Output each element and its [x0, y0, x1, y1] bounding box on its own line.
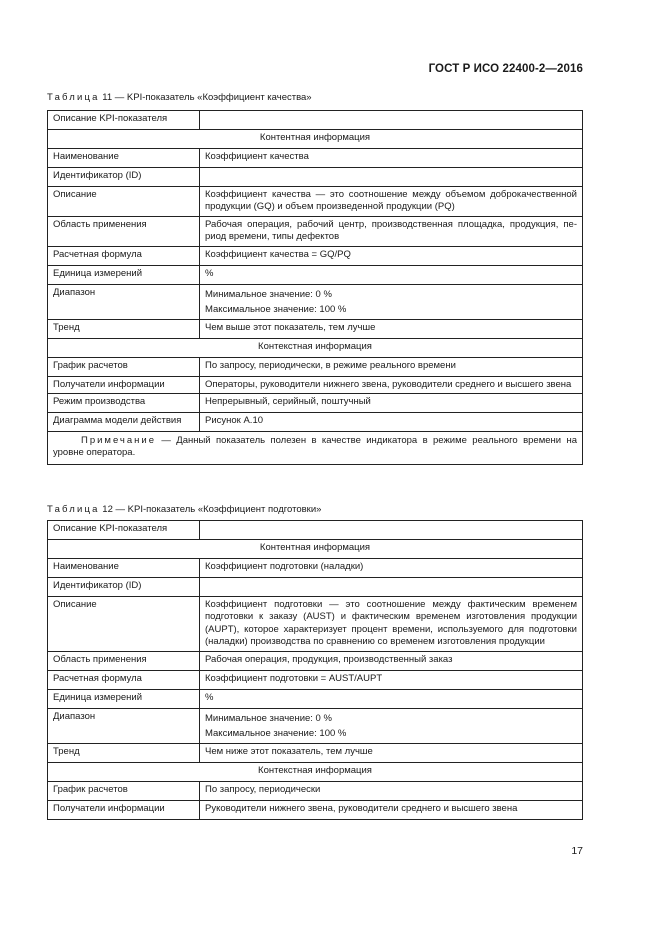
table-row — [48, 689, 583, 708]
timing-value: По запросу, периодически, в режиме реального времени — [200, 357, 583, 376]
note-label: Примечание — [81, 435, 156, 447]
table-row — [48, 149, 583, 168]
table-row — [48, 540, 583, 559]
table-row — [48, 168, 583, 187]
range-min: Минимальное значение: 0 % — [205, 288, 332, 300]
table-row — [48, 338, 583, 357]
name-label: Наименование — [48, 559, 200, 578]
range-max: Максимальное значение: 100 % — [205, 303, 347, 315]
id-label: Идентификатор (ID) — [48, 578, 200, 597]
table-row — [48, 246, 583, 265]
table-row — [48, 394, 583, 413]
timing-value: По запросу, периодически — [200, 781, 583, 800]
table-row — [48, 111, 583, 130]
trend-value: Чем ниже этот показатель, тем лучше — [200, 743, 583, 762]
range-label: Диапазон — [48, 708, 200, 743]
table-12-caption-title: 12 — KPI-показатель «Коэффициент подготовки» — [99, 504, 322, 515]
range-value — [200, 284, 583, 319]
unit-label: Единица измерений — [48, 265, 200, 284]
table-row — [48, 578, 583, 597]
audience-label: Получатели информации — [48, 800, 200, 819]
unit-value: % — [200, 265, 583, 284]
table-row — [48, 651, 583, 670]
table-row — [48, 376, 583, 393]
table-12-caption-prefix: Таблица — [47, 504, 100, 515]
scope-value: Рабочая операция, продукция, производственный заказ — [200, 651, 583, 670]
note-text: — Данный показатель полезен в качестве индикатора в режиме реального времени на уровне оператора. — [53, 435, 577, 459]
formula-value: Коэффициент качества = GQ/PQ — [200, 246, 583, 265]
range-min: Минимальное значение: 0 % — [205, 712, 332, 724]
id-label: Идентификатор (ID) — [48, 168, 200, 187]
table-row — [48, 187, 583, 217]
range-value — [200, 708, 583, 743]
note — [48, 432, 583, 465]
id-value — [200, 578, 583, 597]
table-row — [48, 743, 583, 762]
table-row — [48, 319, 583, 338]
formula-value: Коэффициент подготовки = AUST/AUPT — [200, 670, 583, 689]
table-11 — [47, 110, 583, 465]
timing-label: График расчетов — [48, 357, 200, 376]
production-mode-label: Режим производства — [48, 394, 200, 413]
table-12 — [47, 520, 583, 820]
page-number: 17 — [571, 845, 583, 857]
context-info-section: Контекстная информация — [48, 762, 583, 781]
kpi-description-label: Описание KPI-показателя — [48, 521, 200, 540]
name-value: Коэффициент подготовки (наладки) — [200, 559, 583, 578]
table-row — [48, 521, 583, 540]
audience-label: Получатели информации — [48, 376, 200, 393]
audience-value: Руководители нижнего звена, руководители среднего и высшего звена — [200, 800, 583, 819]
table-row — [48, 357, 583, 376]
content-info-section: Контентная информация — [48, 130, 583, 149]
description-value: Коэффициент качества — это соотношение между объемом доброкачественной продукции (GQ) и объем произведенной продукции (PQ) — [200, 187, 583, 217]
trend-label: Тренд — [48, 743, 200, 762]
table-row — [48, 413, 583, 432]
name-label: Наименование — [48, 149, 200, 168]
table-row — [48, 432, 583, 465]
production-mode-value: Непрерывный, серийный, поштучный — [200, 394, 583, 413]
table-11-caption-prefix: Таблица — [47, 92, 100, 103]
diagram-value: Рисунок А.10 — [200, 413, 583, 432]
trend-value: Чем выше этот показатель, тем лучше — [200, 319, 583, 338]
table-11-caption-title: 11 — KPI-показатель «Коэффициент качества» — [99, 92, 312, 103]
table-row — [48, 670, 583, 689]
formula-label: Расчетная формула — [48, 246, 200, 265]
kpi-description-label: Описание KPI-показателя — [48, 111, 200, 130]
description-value: Коэффициент подготовки — это соотношение между фактическим временем подготовки к заказу (AUST) и фактическим временем изготовления продукции (AUPT), которое характеризует процент времени, используемого для подготовки (наладки) производства по сравнению со временем изготовления продукции — [200, 597, 583, 652]
audience-value: Операторы, руководители нижнего звена, руководители среднего и высшего звена — [200, 376, 583, 393]
range-max: Максимальное значение: 100 % — [205, 727, 347, 739]
unit-label: Единица измерений — [48, 689, 200, 708]
table-row — [48, 762, 583, 781]
kpi-description-value — [200, 521, 583, 540]
scope-value: Рабочая операция, рабочий центр, производственная площадка, продукция, период времени, типы дефектов — [200, 216, 583, 246]
context-info-section: Контекстная информация — [48, 338, 583, 357]
table-row — [48, 597, 583, 652]
table-row — [48, 130, 583, 149]
table-row — [48, 265, 583, 284]
document-code: ГОСТ Р ИСО 22400-2—2016 — [428, 63, 583, 75]
diagram-label: Диаграмма модели действия — [48, 413, 200, 432]
description-label: Описание — [48, 187, 200, 217]
table-12-caption — [47, 504, 321, 515]
range-label: Диапазон — [48, 284, 200, 319]
formula-label: Расчетная формула — [48, 670, 200, 689]
table-row — [48, 708, 583, 743]
trend-label: Тренд — [48, 319, 200, 338]
table-row — [48, 800, 583, 819]
kpi-description-value — [200, 111, 583, 130]
table-row — [48, 216, 583, 246]
id-value — [200, 168, 583, 187]
unit-value: % — [200, 689, 583, 708]
timing-label: График расчетов — [48, 781, 200, 800]
name-value: Коэффициент качества — [200, 149, 583, 168]
table-row — [48, 559, 583, 578]
table-row — [48, 284, 583, 319]
content-info-section: Контентная информация — [48, 540, 583, 559]
description-label: Описание — [48, 597, 200, 652]
table-row — [48, 781, 583, 800]
table-11-caption — [47, 92, 312, 103]
scope-label: Область применения — [48, 651, 200, 670]
scope-label: Область применения — [48, 216, 200, 246]
